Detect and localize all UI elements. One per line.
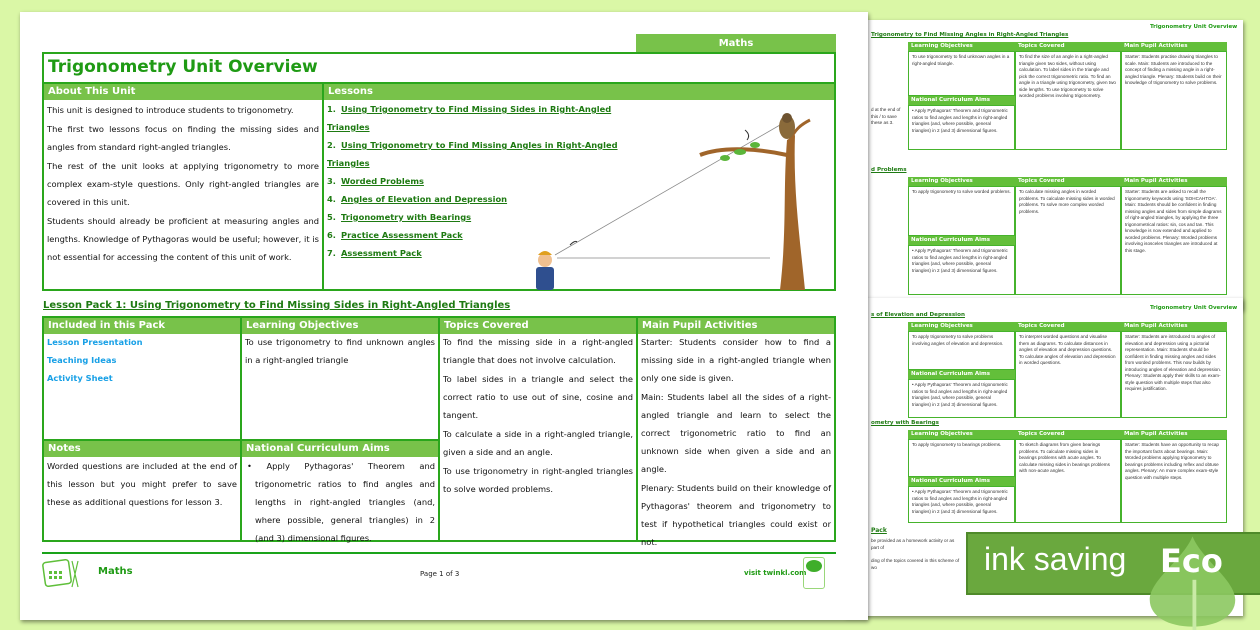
back-nc: • Apply Pythagoras' Theorem and trigonometric ratios to find angles and lengths in right-angled triangles (and, where possible, general triangles) in 2 (and 3) dimensional figures.	[908, 245, 1015, 295]
aims-header: National Curriculum Aims	[242, 441, 438, 457]
back-nc: • Apply Pythagoras' Theorem and trigonometric ratios to find angles and lengths in right-angled triangles (and, where possible, general triangles) in 2 (and 3) dimensional figures.	[908, 379, 1015, 418]
objectives-text: To use trigonometry to find unknown angles in a right-angled triangle	[245, 337, 435, 365]
lesson-number: 6.	[327, 230, 336, 240]
back-header: Trigonometry Unit Overview	[1150, 305, 1238, 311]
lesson-number: 3.	[327, 176, 336, 186]
lesson-number: 2.	[327, 140, 336, 150]
divider	[438, 316, 440, 542]
back-col-ma: Main Pupil Activities	[1121, 42, 1227, 51]
back-nc: • Apply Pythagoras' Theorem and trigonometric ratios to find angles and lengths in right-angled triangles (and, where possible, general triangles) in 2 (and 3) dimensional figures.	[908, 105, 1015, 150]
lesson-pack-title: Lesson Pack 1: Using Trigonometry to Find Missing Sides in Right-Angled Triangles	[43, 300, 511, 311]
included-header: Included in this Pack	[44, 318, 240, 334]
lesson-link[interactable]: Practice Assessment Pack	[341, 230, 463, 240]
lesson-number: 1.	[327, 104, 336, 114]
back-col-ma: Main Pupil Activities	[1121, 322, 1227, 331]
ink-saving-text: ink saving	[984, 541, 1127, 577]
lesson-link[interactable]: Using Trigonometry to Find Missing Sides in Right-Angled Triangles	[327, 104, 612, 132]
twinkl-badge-icon	[803, 557, 825, 589]
topics-text	[443, 333, 633, 499]
back-col-ma: Main Pupil Activities	[1121, 430, 1227, 439]
line-of-sight	[555, 125, 780, 255]
lesson-link[interactable]: Trigonometry with Bearings	[341, 212, 472, 222]
page-title: Trigonometry Unit Overview	[48, 57, 318, 77]
divider	[322, 84, 324, 290]
topic: To find the missing side in a right-angled triangle that does not involve calculation.	[443, 337, 633, 365]
notes-header: Notes	[44, 441, 240, 457]
link-teaching-ideas[interactable]: Teaching Ideas	[47, 355, 117, 365]
back-tc: To sketch diagrams from given bearings problems. To calculate missing sides in bearings problems with acute angles. To calculate missing sides in bearings problems with non-acute angles.	[1015, 439, 1121, 523]
back-ma: Starter: Students are introduced to angles of elevation and depression using a pictorial representation. Main: Students should be confident in finding missing angles and sides from worded problems. This now builds by introducing angles of elevation and depression. Plenary: Students apply their skills to an exam-style question with multiple steps that also requires justification.	[1121, 331, 1227, 418]
back-col-nc: National Curriculum Aims	[908, 477, 1015, 486]
about-paragraph: Students should already be proficient at measuring angles and lengths. Knowledge of Pythagoras would be useful; however, it is not essential for accessing the content of this unit of work.	[47, 216, 319, 262]
back-lo: To apply trigonometry to bearings problems.	[908, 439, 1015, 477]
footer-divider	[42, 552, 836, 554]
back-lo: To use trigonometry to find unknown angles in a right-angled triangle.	[908, 51, 1015, 96]
divider	[636, 316, 638, 542]
back-col-nc: National Curriculum Aims	[908, 96, 1015, 105]
back-col-tc: Topics Covered	[1015, 322, 1121, 331]
maths-calculator-logo-icon	[42, 557, 90, 591]
back-lo: To apply trigonometry to solve problems involving angles of elevation and depression.	[908, 331, 1015, 370]
divider	[240, 316, 242, 542]
lesson-link[interactable]: Using Trigonometry to Find Missing Angles in Right-Angled Triangles	[327, 140, 618, 168]
back-notes: d at the end of this / to save these as 3.	[871, 107, 901, 125]
link-activity-sheet[interactable]: Activity Sheet	[47, 373, 113, 383]
back-section-title: ometry with Bearings	[871, 420, 940, 426]
back-col-tc: Topics Covered	[1015, 42, 1121, 51]
back-col-lo: Learning Objectives	[908, 177, 1015, 186]
lesson-link[interactable]: Angles of Elevation and Depression	[341, 194, 508, 204]
divider	[44, 82, 834, 84]
boy-icon	[538, 253, 552, 267]
back-header: Trigonometry Unit Overview	[1150, 24, 1238, 30]
topic: To use trigonometry in right-angled triangles to solve worded problems.	[443, 466, 633, 494]
back-tc: To interpret worded questions and visualise them as diagrams. To calculate distances in angles of elevation and depression questions. To calculate angles of elevation and depression in worded questions.	[1015, 331, 1121, 418]
topic: To label sides in a triangle and select the correct ratio to use out of sine, cosine and tangent.	[443, 374, 633, 420]
about-paragraph: The rest of the unit looks at applying trigonometry to more complex exam-style questions. Only right-angled triangles are covered in this unit.	[47, 161, 319, 207]
about-text	[47, 101, 319, 267]
lessons-header: Lessons	[324, 84, 834, 100]
back-ma: Starter: Students are asked to recall the trigonometry keywords using 'SOHCAHTOA'. Main: Students should be confident in finding missing angles and sides from simple diagrams of right-angled triangles, by applying the three trigonometrical ratios: sin, cos and tan. This knowledge is now extended and applied to worded problems. Plenary: Worded problems involving isosceles triangles are introduced at this stage.	[1121, 186, 1227, 295]
back-ma: Starter: Students practise drawing triangles to scale. Main: Students are introduced to the concept of finding a missing angle in a right-angled triangle. Plenary: Students build on their knowledge of trigonometry to solve problems.	[1121, 51, 1227, 150]
lesson-link[interactable]: Assessment Pack	[341, 248, 422, 258]
activity: Starter: Students consider how to find a missing side in a right-angled triangle when only one side is given.	[641, 337, 831, 383]
back-tc: To calculate missing angles in worded problems. To calculate missing sides in worded problems. To solve more complex worded problems.	[1015, 186, 1121, 295]
back-col-lo: Learning Objectives	[908, 322, 1015, 331]
back-section-title: Trigonometry to Find Missing Angles in Right-Angled Triangles	[871, 32, 1069, 38]
back-pack-line: ding of the topics covered in this scheme of wo	[871, 558, 960, 570]
back-col-ma: Main Pupil Activities	[1121, 177, 1227, 186]
back-section-title: d Problems	[871, 167, 907, 173]
back-pack-title: Pack	[871, 527, 887, 534]
activity: Plenary: Students build on their knowledge of Pythagoras' theorem and trigonometry to test if hypothetical triangles could exist or not.	[641, 483, 831, 547]
about-paragraph: This unit is designed to introduce students to trigonometry.	[47, 105, 294, 115]
included-list	[47, 333, 143, 387]
lesson-number: 7.	[327, 248, 336, 258]
tree-icon	[780, 135, 805, 290]
back-col-lo: Learning Objectives	[908, 42, 1015, 51]
objectives-header: Learning Objectives	[242, 318, 438, 334]
activities-text	[641, 333, 831, 552]
back-col-lo: Learning Objectives	[908, 430, 1015, 439]
trigonometry-illustration	[525, 110, 825, 290]
back-ma: Starter: Students have an opportunity to recap the important facts about bearings. Main: Worded problems applying trigonometry to bearings problems including reflex and obtuse angles. Plenary: An more complex exam-style question with multiple steps.	[1121, 439, 1227, 523]
subject-tab: Maths	[636, 34, 836, 53]
aims-item: Apply Pythagoras' Theorem and trigonometric ratios to find angles and lengths in right-angled triangles (and, where possible, general triangles) in 2 (and 3) dimensional figures.	[255, 461, 436, 543]
back-lo: To apply trigonometry to solve worded problems.	[908, 186, 1015, 236]
back-pack-line: be provided as a homework activity or as part of	[871, 538, 955, 550]
back-col-nc: National Curriculum Aims	[908, 370, 1015, 379]
link-lesson-presentation[interactable]: Lesson Presentation	[47, 337, 143, 347]
page-number: Page 1 of 3	[420, 570, 460, 578]
about-header: About This Unit	[44, 84, 322, 100]
notes-text: Worded questions are included at the end of this lesson but you might prefer to save these as additional questions for lesson 3.	[47, 461, 237, 507]
lesson-number: 4.	[327, 194, 336, 204]
back-tc: To find the size of an angle in a right-angled triangle given two sides, without using calculation. To label sides in the triangle and pick the correct trigonometric ratio. To find an angle in a triangle using trigonometry, given two side lengths. To use trigonometry to solve worded problems involving trigonometry.	[1015, 51, 1121, 150]
aims-text: • Apply Pythagoras' Theorem and trigonometric ratios to find angles and lengths in right-angled triangles (and, where possible, general triangles) in 2 (and 3) dimensional figures.	[247, 461, 436, 543]
eco-badge: Eco	[1160, 542, 1223, 580]
lesson-number: 5.	[327, 212, 336, 222]
twinkl-link[interactable]: visit twinkl.com	[744, 569, 807, 577]
back-section-title: s of Elevation and Depression	[871, 312, 965, 318]
topics-header: Topics Covered	[440, 318, 636, 334]
back-col-tc: Topics Covered	[1015, 177, 1121, 186]
footer-subject: Maths	[98, 566, 133, 577]
lesson-link[interactable]: Worded Problems	[341, 176, 424, 186]
activity: Main: Students label all the sides of a right-angled triangle and learn to select the correct trigonometric ratio to find an unknown side when given a side and an angle.	[641, 392, 831, 474]
topic: To calculate a side in a right-angled triangle, given a side and an angle.	[443, 429, 633, 457]
about-paragraph: The first two lessons focus on finding the missing sides and angles from standard right-angled triangles.	[47, 124, 319, 152]
back-col-tc: Topics Covered	[1015, 430, 1121, 439]
back-col-nc: National Curriculum Aims	[908, 236, 1015, 245]
back-nc: • Apply Pythagoras' Theorem and trigonometric ratios to find angles and lengths in right-angled triangles (and, where possible, general triangles) in 2 (and 3) dimensional figures.	[908, 486, 1015, 523]
activities-header: Main Pupil Activities	[638, 318, 834, 334]
